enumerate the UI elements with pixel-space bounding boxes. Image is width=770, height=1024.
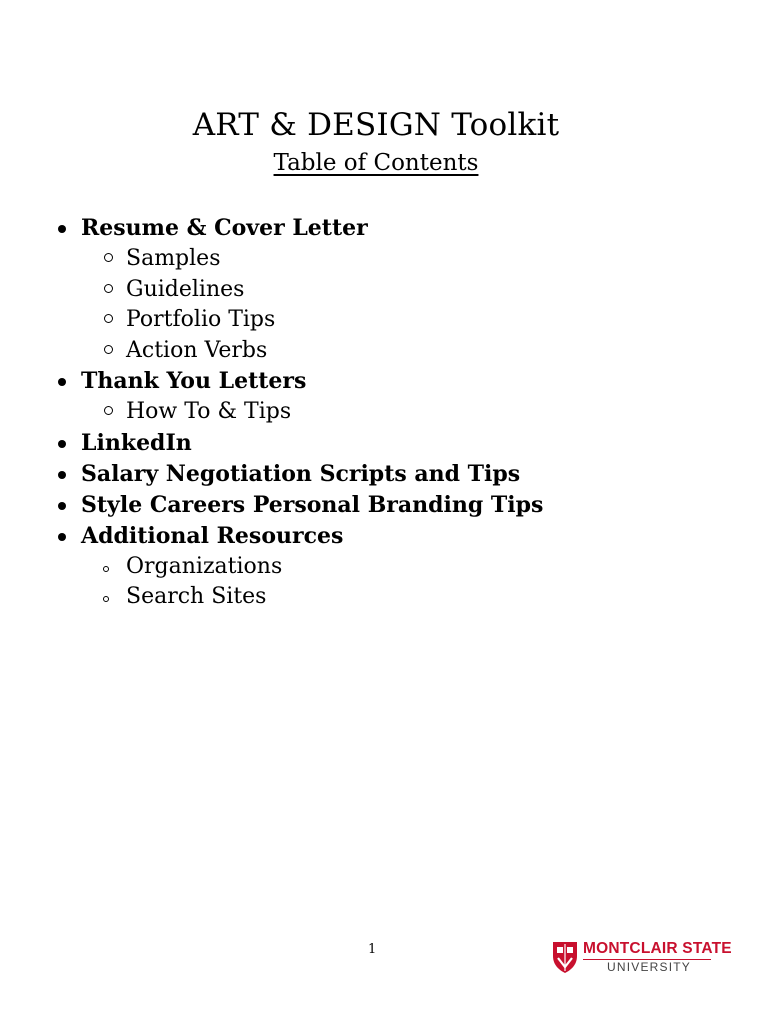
circle-bullet-icon (104, 253, 113, 262)
toc-subitem (56, 336, 746, 367)
table-of-contents (56, 213, 746, 613)
toc-item-linkedin (56, 428, 746, 459)
document-title: ART & DESIGN Toolkit (192, 107, 560, 143)
university-logo (551, 940, 732, 976)
toc-item-label: Style Careers Personal Branding Tips (81, 491, 544, 518)
circle-bullet-icon (103, 596, 109, 602)
toc-subitem-label: How To & Tips (126, 399, 292, 424)
circle-bullet-icon (104, 284, 113, 293)
logo-text-line2: UNIVERSITY (607, 960, 692, 974)
logo-text-line1: MONTCLAIR STATE (583, 940, 732, 957)
toc-item-branding (56, 490, 746, 521)
bullet-icon (58, 378, 66, 386)
circle-bullet-icon (103, 566, 109, 572)
toc-subitem-label: Samples (126, 246, 221, 271)
toc-subitem-label: Guidelines (126, 276, 245, 302)
toc-item-thank-you (56, 366, 746, 397)
circle-bullet-icon (104, 406, 113, 415)
circle-bullet-icon (104, 345, 113, 354)
toc-subitem (56, 582, 746, 613)
toc-item-resume (56, 213, 746, 244)
toc-subitem-label: Portfolio Tips (126, 307, 276, 332)
toc-item-label: LinkedIn (81, 429, 192, 456)
toc-subitem-label: Organizations (126, 553, 283, 579)
toc-subitem (56, 305, 746, 336)
circle-bullet-icon (104, 314, 113, 323)
toc-heading: Table of Contents (273, 150, 479, 176)
toc-subitem (56, 552, 746, 583)
toc-item-salary (56, 459, 746, 490)
toc-subitem (56, 275, 746, 306)
toc-subitem (56, 244, 746, 275)
toc-item-label: Thank You Letters (81, 368, 307, 394)
toc-subitem (56, 397, 746, 428)
page-number: 1 (368, 942, 377, 957)
toc-item-label: Salary Negotiation Scripts and Tips (81, 460, 521, 487)
bullet-icon (58, 502, 66, 510)
toc-item-label: Resume & Cover Letter (81, 215, 368, 241)
bullet-icon (58, 533, 66, 541)
toc-subitem-label: Search Sites (126, 584, 267, 609)
toc-item-label: Additional Resources (81, 522, 344, 549)
bullet-icon (58, 225, 66, 233)
shield-icon (551, 940, 579, 974)
toc-subitem-label: Action Verbs (126, 337, 268, 363)
bullet-icon (58, 440, 66, 448)
toc-item-resources (56, 521, 746, 552)
bullet-icon (58, 471, 66, 479)
